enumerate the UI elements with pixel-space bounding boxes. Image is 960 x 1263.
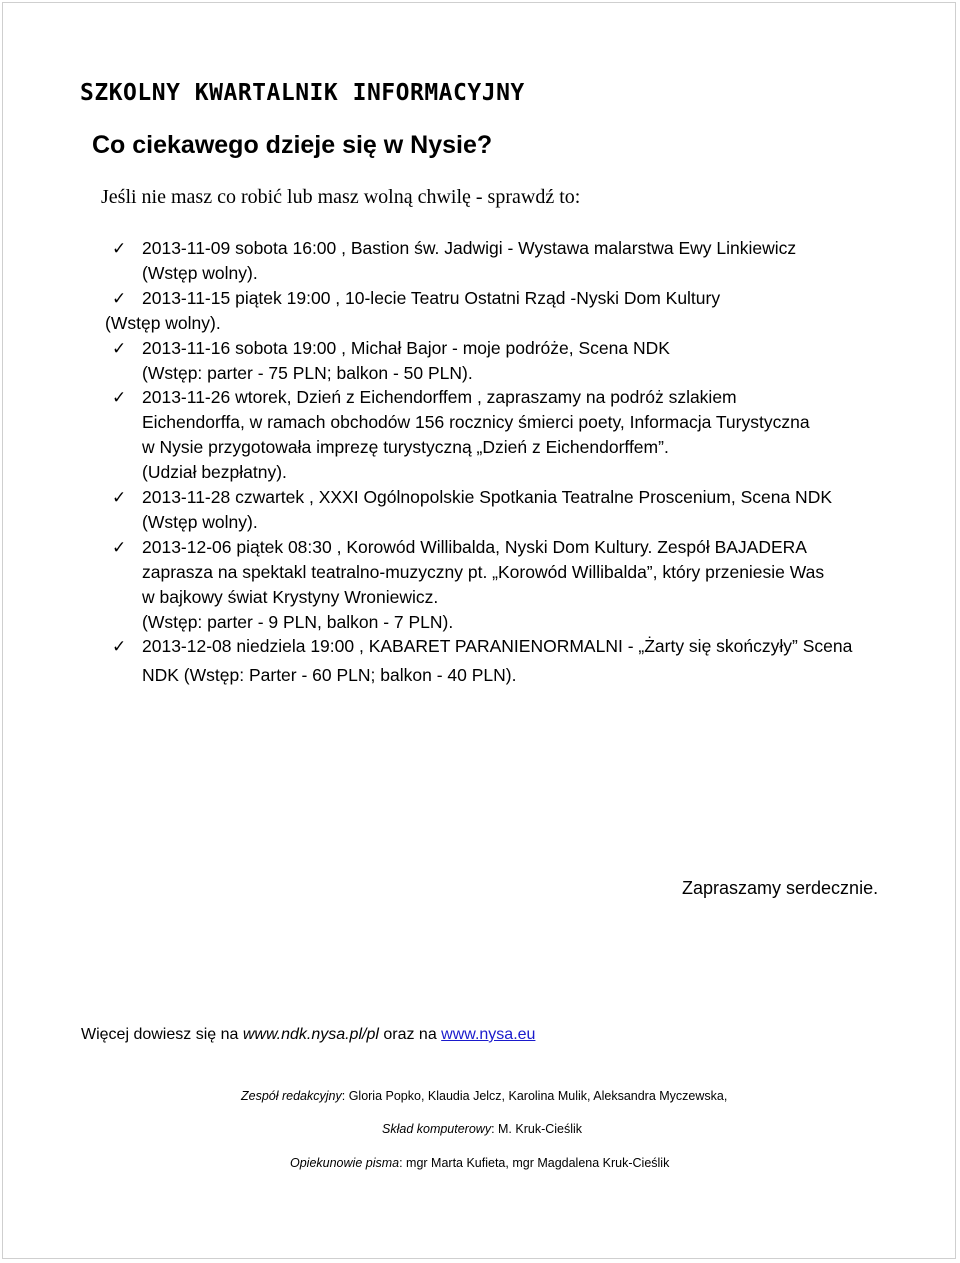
layout-value: : M. Kruk-Cieślik — [491, 1122, 583, 1136]
checkmark-icon: ✓ — [112, 488, 127, 508]
editors-value: : Gloria Popko, Klaudia Jelcz, Karolina Mulik, Aleksandra Myczewska, — [341, 1089, 728, 1103]
more-info-middle: oraz na — [378, 1026, 442, 1043]
layout-label: Skład komputerowy — [382, 1122, 492, 1136]
event-line: 2013-11-26 wtorek, Dzień z Eichendorffem , zapraszamy na podróż szlakiem — [142, 387, 737, 407]
checkmark-icon: ✓ — [112, 637, 127, 657]
more-info-prefix: Więcej dowiesz się na — [81, 1026, 243, 1043]
checkmark-icon: ✓ — [112, 339, 127, 359]
event-line: (Wstęp wolny). — [142, 263, 258, 283]
event-line: w Nysie przygotowała imprezę turystyczną „Dzień z Eichendorffem”. — [142, 437, 669, 457]
event-line: 2013-11-09 sobota 16:00 , Bastion św. Jadwigi - Wystawa malarstwa Ewy Linkiewicz — [142, 238, 797, 258]
editorial-team-credit — [241, 1089, 727, 1103]
event-line: (Wstęp wolny). — [142, 512, 258, 532]
ndk-site-text: www.ndk.nysa.pl/pl — [242, 1026, 379, 1043]
event-line: (Wstęp: parter - 9 PLN, balkon - 7 PLN). — [142, 612, 454, 632]
event-line: 2013-11-15 piątek 19:00 , 10-lecie Teatru Ostatni Rząd -Nyski Dom Kultury — [142, 288, 721, 308]
event-line: NDK (Wstęp: Parter - 60 PLN; balkon - 40 PLN). — [142, 665, 517, 685]
event-line: (Wstęp wolny). — [105, 313, 221, 333]
patrons-value: : mgr Marta Kufieta, mgr Magdalena Kruk-Cieślik — [399, 1156, 670, 1170]
checkmark-icon: ✓ — [112, 239, 127, 259]
supervisors-credit — [290, 1156, 669, 1170]
patrons-label: Opiekunowie pisma — [290, 1156, 400, 1170]
checkmark-icon: ✓ — [112, 538, 127, 558]
typesetting-credit — [382, 1122, 582, 1136]
closing-text: Zapraszamy serdecznie. — [682, 878, 879, 898]
event-line: w bajkowy świat Krystyny Wroniewicz. — [142, 587, 439, 607]
editors-label: Zespół redakcyjny — [241, 1089, 342, 1103]
event-line: 2013-12-08 niedziela 19:00 , KABARET PARANIENORMALNI - „Żarty się skończyły” Scena — [142, 636, 853, 656]
event-line: 2013-11-16 sobota 19:00 , Michał Bajor - moje podróże, Scena NDK — [142, 338, 670, 358]
event-line: 2013-11-28 czwartek , XXXI Ogólnopolskie Spotkania Teatralne Proscenium, Scena NDK — [142, 487, 833, 507]
more-info-line — [81, 1026, 535, 1044]
headline: Co ciekawego dzieje się w Nysie? — [92, 131, 493, 159]
event-line: 2013-12-06 piątek 08:30 , Korowód Willibalda, Nyski Dom Kultury. Zespół BAJADERA — [142, 537, 807, 557]
intro-text: Jeśli nie masz co robić lub masz wolną chwilę - sprawdź to: — [101, 186, 581, 208]
newsletter-masthead: SZKOLNY KWARTALNIK INFORMACYJNY — [80, 80, 525, 106]
event-line: zaprasza na spektakl teatralno-muzyczny pt. „Korowód Willibalda”, który przeniesie Was — [142, 562, 825, 582]
checkmark-icon: ✓ — [112, 388, 127, 408]
event-line: Eichendorffa, w ramach obchodów 156 rocznicy śmierci poety, Informacja Turystyczna — [142, 412, 810, 432]
nysa-site-link[interactable]: www.nysa.eu — [441, 1026, 536, 1043]
checkmark-icon: ✓ — [112, 289, 127, 309]
event-line: (Udział bezpłatny). — [142, 462, 287, 482]
event-line: (Wstęp: parter - 75 PLN; balkon - 50 PLN). — [142, 363, 473, 383]
